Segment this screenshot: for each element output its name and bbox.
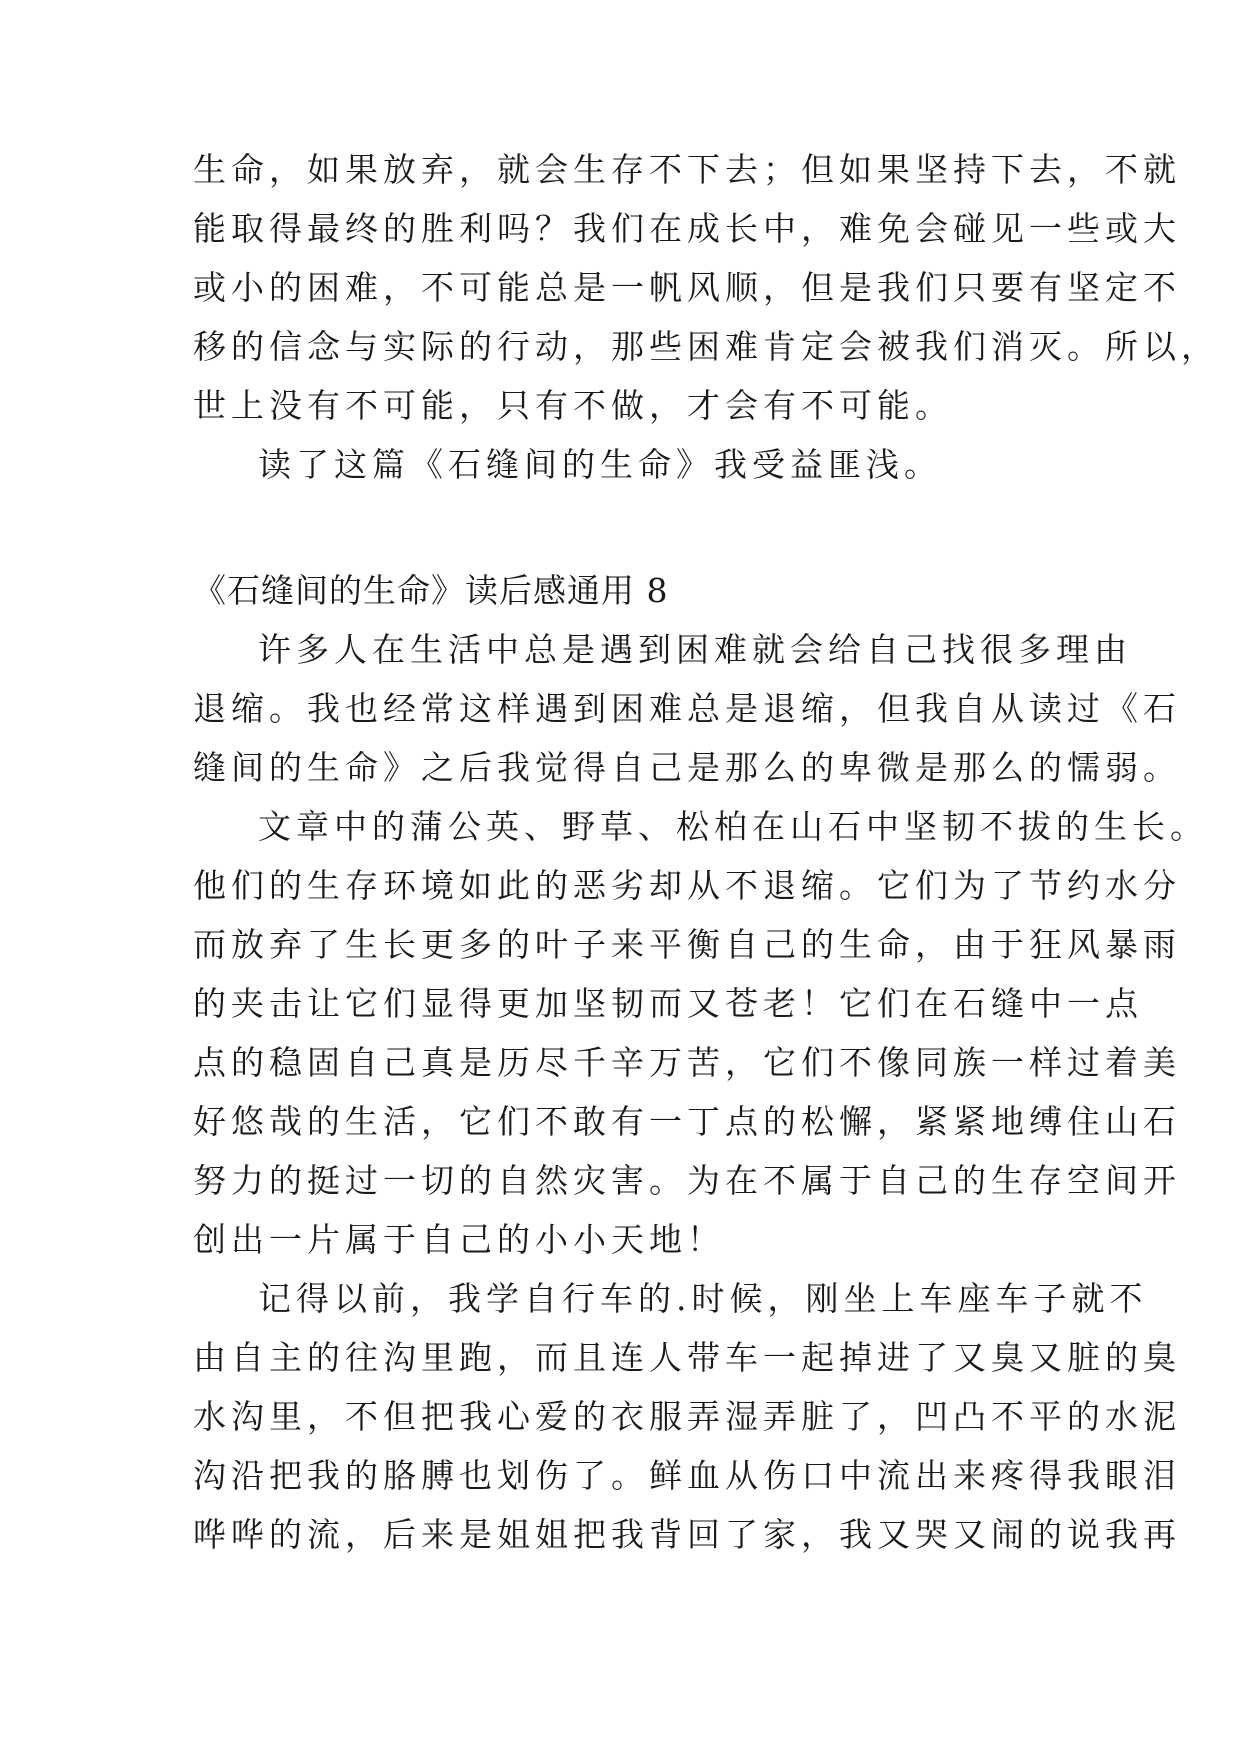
paragraph-3-line-2: 退缩。我也经常这样遇到困难总是退缩，但我自从读过《石 <box>193 689 1181 728</box>
paragraph-3-line-3: 缝间的生命》之后我觉得自己是那么的卑微是那么的懦弱。 <box>193 748 1181 787</box>
paragraph-4-line-8: 创出一片属于自己的小小天地！ <box>193 1220 725 1259</box>
paragraph-4-line-2: 他们的生存环境如此的恶劣却从不退缩。它们为了节约水分 <box>193 866 1181 905</box>
paragraph-5-line-3: 水沟里，不但把我心爱的衣服弄湿弄脏了，凹凸不平的水泥 <box>193 1397 1181 1436</box>
paragraph-1-line-5: 世上没有不可能，只有不做，才会有不可能。 <box>193 386 953 425</box>
paragraph-4-line-4: 的夹击让它们显得更加坚韧而又苍老！它们在石缝中一点 <box>193 984 1143 1023</box>
paragraph-4-line-3: 而放弃了生长更多的叶子来平衡自己的生命，由于狂风暴雨 <box>193 925 1181 964</box>
paragraph-4-line-5: 点的稳固自己真是历尽千辛万苦，它们不像同族一样过着美 <box>193 1043 1181 1082</box>
paragraph-4-line-6: 好悠哉的生活，它们不敢有一丁点的松懈，紧紧地缚住山石 <box>193 1102 1181 1141</box>
paragraph-5-line-2: 由自主的往沟里跑，而且连人带车一起掉进了又臭又脏的臭 <box>193 1338 1181 1377</box>
paragraph-1-line-1: 生命，如果放弃，就会生存不下去；但如果坚持下去，不就 <box>193 150 1181 189</box>
paragraph-1-line-4: 移的信念与实际的行动，那些困难肯定会被我们消灭。所以， <box>193 327 1219 366</box>
paragraph-3-line-1: 许多人在生活中总是遇到困难就会给自己找很多理由 <box>258 630 1132 669</box>
paragraph-5-line-4: 沟沿把我的胳膊也划伤了。鲜血从伤口中流出来疼得我眼泪 <box>193 1456 1181 1495</box>
paragraph-5-line-1: 记得以前，我学自行车的.时候，刚坐上车座车子就不 <box>258 1279 1148 1318</box>
paragraph-4-line-7: 努力的挺过一切的自然灾害。为在不属于自己的生存空间开 <box>193 1161 1181 1200</box>
paragraph-1-line-3: 或小的困难，不可能总是一帆风顺，但是我们只要有坚定不 <box>193 268 1181 307</box>
paragraph-5-line-5: 哗哗的流，后来是姐姐把我背回了家，我又哭又闹的说我再 <box>193 1515 1181 1554</box>
section-heading: 《石缝间的生命》读后感通用 8 <box>193 571 669 610</box>
paragraph-1-line-2: 能取得最终的胜利吗？我们在成长中，难免会碰见一些或大 <box>193 209 1181 248</box>
paragraph-4-line-1: 文章中的蒲公英、野草、松柏在山石中坚韧不拔的生长。 <box>258 807 1208 846</box>
paragraph-2-line-1: 读了这篇《石缝间的生命》我受益匪浅。 <box>258 445 942 484</box>
